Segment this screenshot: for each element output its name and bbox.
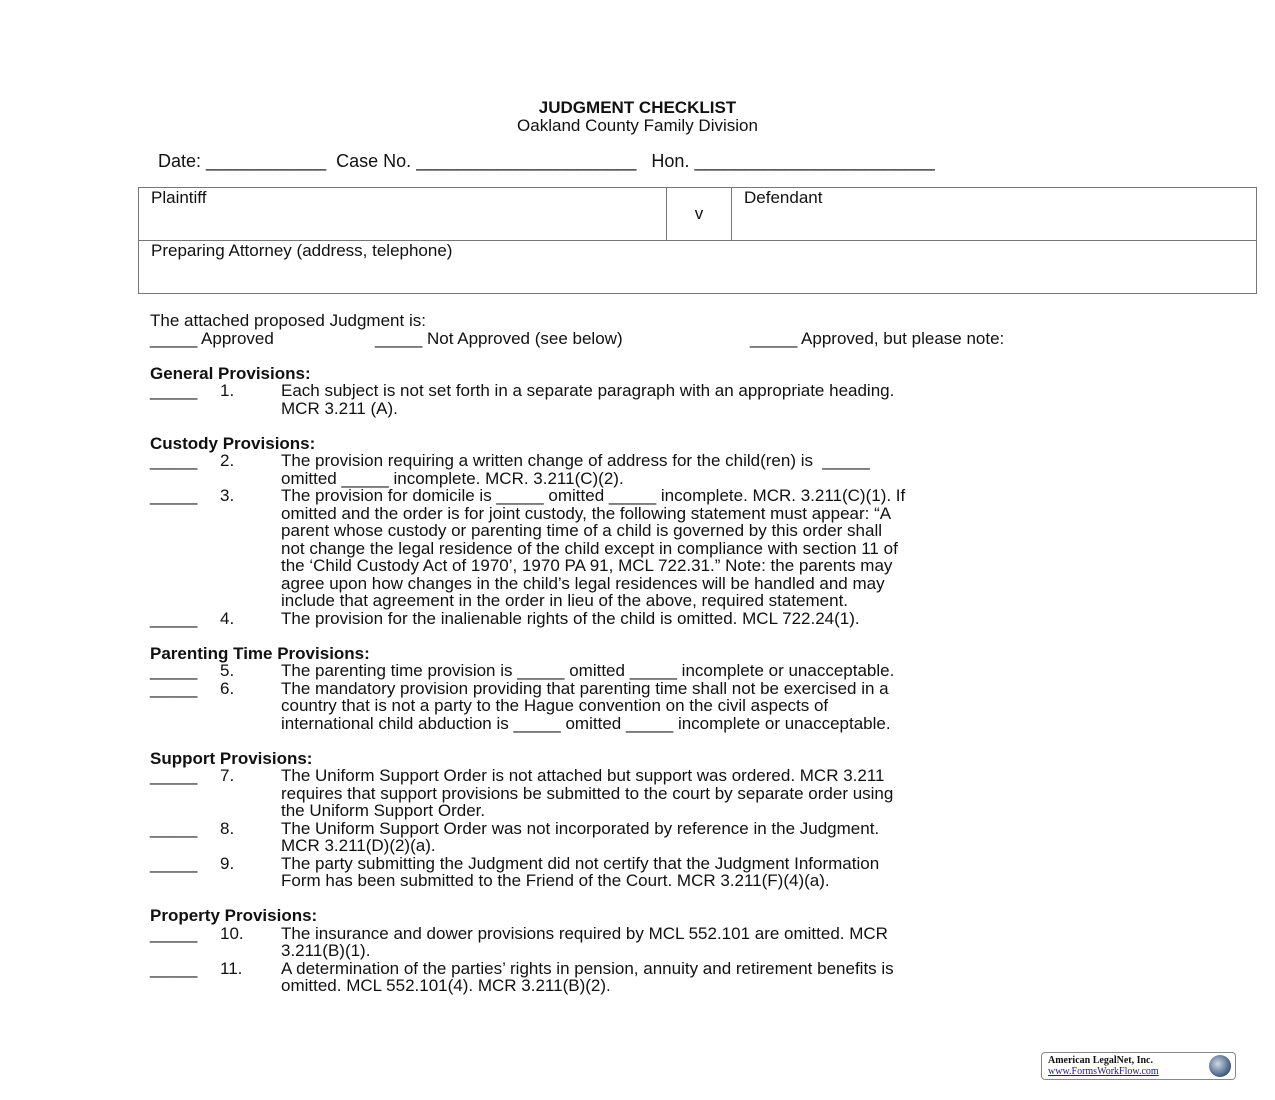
checklist-body <box>150 312 1150 995</box>
checkmark-blank[interactable]: _____ <box>150 766 198 785</box>
item-number: 5. <box>220 661 235 680</box>
item-number: 6. <box>220 678 235 698</box>
option-not-approved[interactable]: _____ Not Approved (see below) <box>375 328 623 348</box>
item-text-line: The provision for domicile is _____ omitted _____ incomplete. MCR. 3.211(C)(1). If <box>281 486 906 505</box>
item-text <box>281 452 1150 487</box>
item-text-line: The mandatory provision providing that parenting time shall not be exercised in a <box>281 678 889 698</box>
versus-label: v <box>667 188 732 241</box>
globe-icon <box>1209 1055 1231 1077</box>
item-text-line: Form has been submitted to the Friend of the Court. MCR 3.211(F)(4)(a). <box>281 871 830 890</box>
checklist-item <box>150 382 1150 417</box>
item-text-line: MCR 3.211(D)(2)(a). <box>281 836 436 855</box>
item-text <box>281 382 1150 417</box>
logo-company: American LegalNet, Inc. <box>1048 1055 1153 1066</box>
item-text-line: omitted and the order is for joint custody, the following statement must appear: “A <box>281 503 892 523</box>
item-text <box>281 820 1150 855</box>
item-number: 10. <box>220 923 244 943</box>
checkmark-blank[interactable]: _____ <box>150 853 198 873</box>
checkmark-blank[interactable]: _____ <box>150 818 198 838</box>
item-number: 3. <box>220 486 235 505</box>
item-text-line: omitted. MCL 552.101(4). MCR 3.211(B)(2). <box>281 976 611 995</box>
option-approved[interactable]: _____ Approved <box>150 328 274 348</box>
checkmark-blank[interactable]: _____ <box>150 486 198 505</box>
logo-url[interactable]: www.FormsWorkFlow.com <box>1048 1066 1159 1077</box>
item-text <box>281 662 1150 680</box>
item-text-line: The Uniform Support Order was not incorporated by reference in the Judgment. <box>281 818 880 838</box>
item-text <box>281 610 1150 628</box>
checkmark-blank[interactable]: _____ <box>150 608 198 628</box>
checklist-item <box>150 925 1150 960</box>
checkmark-blank[interactable]: _____ <box>150 958 198 978</box>
checkmark-blank[interactable]: _____ <box>150 923 198 943</box>
item-text-line: the ‘Child Custody Act of 1970’, 1970 PA 91, MCL 722.31.” Note: the parents may <box>281 556 893 575</box>
item-text-line: The insurance and dower provisions required by MCL 552.101 are omitted. MCR <box>281 923 888 943</box>
section-heading: Support Provisions: <box>150 748 313 768</box>
item-text-line: the Uniform Support Order. <box>281 801 486 820</box>
item-text-line: The provision for the inalienable rights of the child is omitted. MCL 722.24(1). <box>281 608 860 628</box>
page-subtitle: Oakland County Family Division <box>517 116 758 135</box>
item-text-line: The parenting time provision is _____ omitted _____ incomplete or unacceptable. <box>281 661 895 680</box>
checklist-item <box>150 610 1150 628</box>
checklist-item <box>150 767 1150 820</box>
item-number: 1. <box>220 381 235 400</box>
checklist-item <box>150 452 1150 487</box>
item-text <box>281 487 1150 610</box>
item-text-line: Each subject is not set forth in a separate paragraph with an appropriate heading. <box>281 381 895 400</box>
american-legalnet-logo[interactable] <box>1041 1052 1236 1080</box>
item-text <box>281 767 1150 820</box>
checkmark-blank[interactable]: _____ <box>150 678 198 698</box>
item-text-line: include that agreement in the order in lieu of the above, required statement. <box>281 591 849 610</box>
item-number: 11. <box>220 958 243 978</box>
checklist-item <box>150 855 1150 890</box>
parties-table <box>138 187 1257 294</box>
item-text-line: A determination of the parties’ rights in pension, annuity and retirement benefits is <box>281 958 894 978</box>
item-text-line: omitted _____ incomplete. MCR. 3.211(C)(2). <box>281 468 624 488</box>
checkmark-blank[interactable]: _____ <box>150 381 198 400</box>
item-number: 9. <box>220 853 235 873</box>
item-text-line: The Uniform Support Order is not attached but support was ordered. MCR 3.211 <box>281 766 885 785</box>
date-case-judge-line: Date: ____________ Case No. ______________________ Hon. ________________________ <box>158 151 935 171</box>
defendant-field[interactable]: Defendant <box>732 188 1257 241</box>
item-text-line: international child abduction is _____ omitted _____ incomplete or unacceptable. <box>281 713 891 733</box>
preparing-attorney-field[interactable]: Preparing Attorney (address, telephone) <box>139 241 1257 294</box>
item-text-line: agree upon how changes in the child’s legal residences will be handled and may <box>281 573 885 593</box>
item-text-line: The party submitting the Judgment did not certify that the Judgment Information <box>281 853 880 873</box>
checklist-item <box>150 487 1150 610</box>
checklist-item <box>150 662 1150 680</box>
item-text-line: country that is not a party to the Hague convention on the civil aspects of <box>281 696 829 715</box>
section-heading: General Provisions: <box>150 363 311 383</box>
item-text-line: not change the legal residence of the child except in compliance with section 11 of <box>281 538 898 558</box>
checklist-item <box>150 820 1150 855</box>
item-text <box>281 925 1150 960</box>
item-text-line: The provision requiring a written change of address for the child(ren) is _____ <box>281 451 870 470</box>
item-text-line: parent whose custody or parenting time of a child is governed by this order shall <box>281 521 882 540</box>
item-text <box>281 855 1150 890</box>
approval-options <box>150 330 1150 348</box>
option-approved-note[interactable]: _____ Approved, but please note: <box>750 328 1005 348</box>
item-number: 7. <box>220 766 235 785</box>
section-heading: Property Provisions: <box>150 906 318 925</box>
section-heading: Parenting Time Provisions: <box>150 643 370 663</box>
item-text <box>281 680 1150 733</box>
item-text-line: MCR 3.211 (A). <box>281 398 398 418</box>
item-number: 2. <box>220 451 235 470</box>
checkmark-blank[interactable]: _____ <box>150 451 198 470</box>
checklist-item <box>150 960 1150 995</box>
checklist-item <box>150 680 1150 733</box>
item-text <box>281 960 1150 995</box>
item-text-line: requires that support provisions be submitted to the court by separate order using <box>281 783 894 803</box>
checkmark-blank[interactable]: _____ <box>150 661 198 680</box>
item-number: 4. <box>220 608 235 628</box>
intro-text: The attached proposed Judgment is: <box>150 311 426 330</box>
item-text-line: 3.211(B)(1). <box>281 941 371 960</box>
section-heading: Custody Provisions: <box>150 433 316 453</box>
item-number: 8. <box>220 818 235 838</box>
page-title: JUDGMENT CHECKLIST <box>538 98 737 117</box>
plaintiff-field[interactable]: Plaintiff <box>139 188 667 241</box>
